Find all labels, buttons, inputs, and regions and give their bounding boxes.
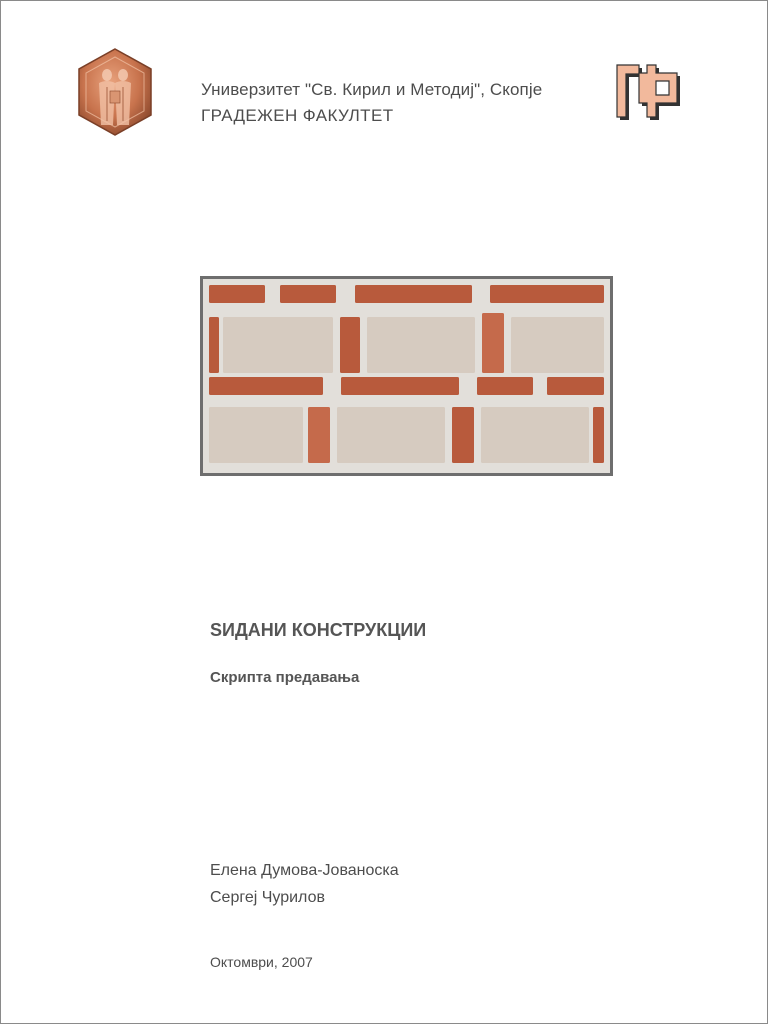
brick-red (452, 407, 474, 463)
brick-red (477, 377, 533, 395)
brick-pale (511, 317, 604, 373)
brick-red (593, 407, 604, 463)
brick-wall-image (200, 276, 613, 476)
brick-pale (337, 407, 445, 463)
brick-red (308, 407, 330, 463)
brick-red (280, 285, 336, 303)
brick-red (209, 285, 265, 303)
brick-red (490, 285, 604, 303)
brick-pale (367, 317, 475, 373)
publication-date: Октомври, 2007 (210, 954, 313, 970)
document-title: ЅИДАНИ КОНСТРУКЦИИ (210, 620, 427, 640)
faculty-name: ГРАДЕЖЕН ФАКУЛТЕТ (201, 106, 394, 125)
university-seal-icon (77, 47, 153, 137)
brick-red (209, 317, 219, 373)
document-subtitle: Скрипта предавања (210, 669, 360, 686)
brick-red (482, 313, 504, 373)
brick-pale (223, 317, 333, 373)
brick-pale (209, 407, 303, 463)
university-name: Универзитет "Св. Кирил и Методиј", Скопје (201, 80, 543, 99)
author-2: Сергеј Чурилов (210, 889, 325, 906)
brick-red (341, 377, 459, 395)
brick-red (340, 317, 360, 373)
author-1: Елена Думова-Јованоска (210, 862, 399, 879)
brick-red (355, 285, 472, 303)
brick-pale (481, 407, 589, 463)
brick-red (547, 377, 604, 395)
brick-red (209, 377, 323, 395)
gf-faculty-logo-icon (613, 61, 687, 125)
